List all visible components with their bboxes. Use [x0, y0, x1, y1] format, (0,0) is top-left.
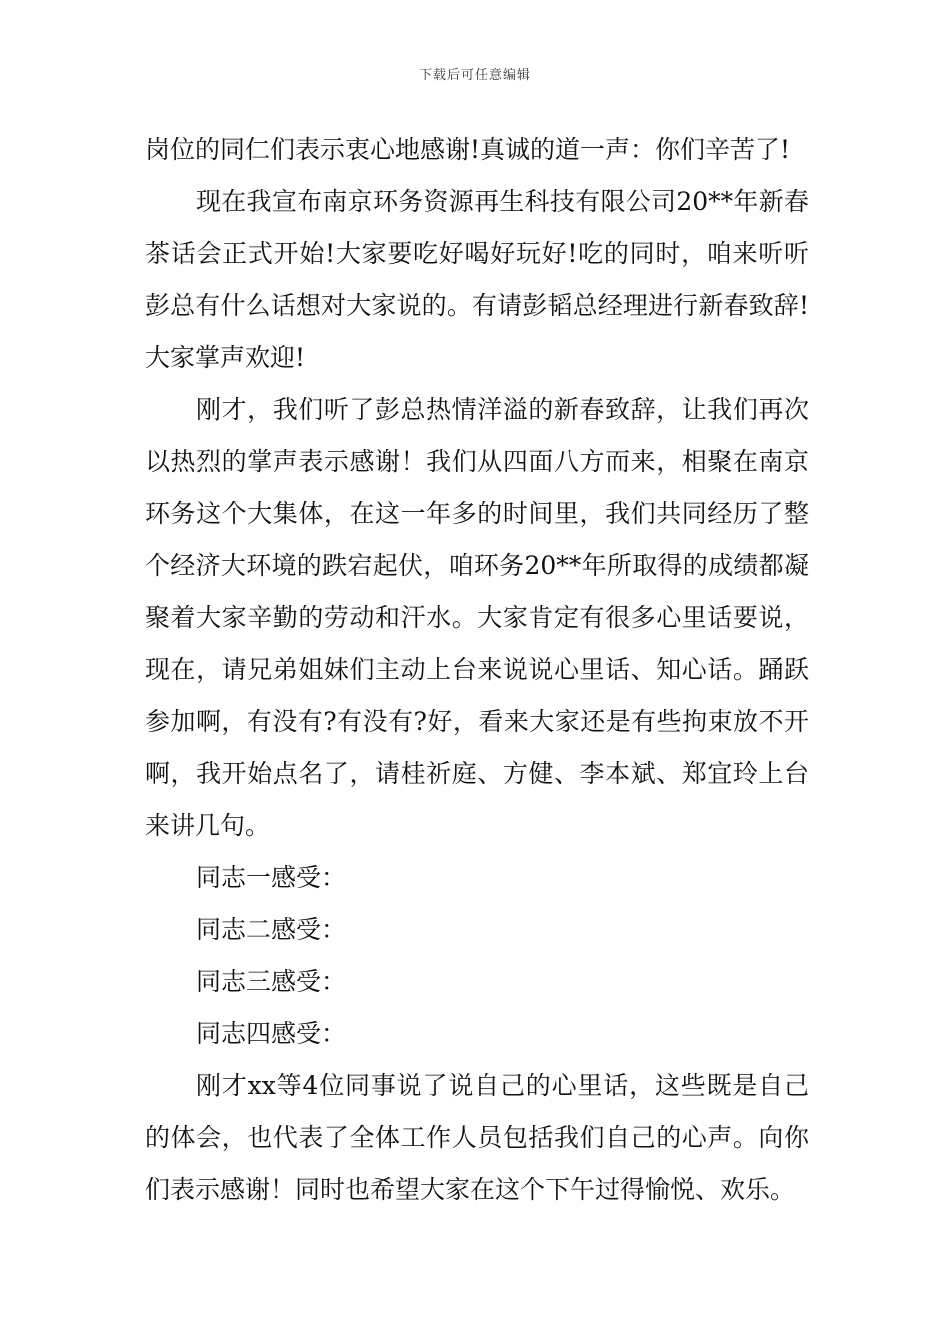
- document-body: [145, 124, 809, 1216]
- paragraph-comrade-two: 同志二感受：: [196, 915, 347, 944]
- paragraph-closing-thanks: 刚才xx等4位同事说了说自己的心里话，这些既是自己的体会，也代表了全体工作人员包括我们自己的心声。向你们表示感谢！同时也希望大家在这个下午过得愉悦、欢乐。: [145, 1071, 809, 1204]
- paragraph-comrade-three: 同志三感受：: [196, 967, 347, 996]
- paragraph-comrade-one: 同志一感受：: [196, 863, 347, 892]
- page-header: 下载后可任意编辑: [418, 68, 531, 83]
- paragraph-continuation: 岗位的同仁们表示衷心地感谢!真诚的道一声：你们辛苦了!: [145, 135, 791, 164]
- paragraph-comrade-four: 同志四感受：: [196, 1019, 347, 1048]
- paragraph-opening-announcement: 现在我宣布南京环务资源再生科技有限公司20**年新春茶话会正式开始!大家要吃好喝好玩好!吃的同时，咱来听听彭总有什么话想对大家说的。有请彭韬总经理进行新春致辞!大家掌声欢迎!: [145, 187, 809, 372]
- paragraph-invitation-to-speak: 刚才，我们听了彭总热情洋溢的新春致辞，让我们再次以热烈的掌声表示感谢！我们从四面八方而来，相聚在南京环务这个大集体，在这一年多的时间里，我们共同经历了整个经济大环境的跌宕起伏，咱环务20**年所取得的成绩都凝聚着大家辛勤的劳动和汗水。大家肯定有很多心里话要说，现在，请兄弟姐妹们主动上台来说说心里话、知心话。踊跃参加啊，有没有?有没有?好，看来大家还是有些拘束放不开啊，我开始点名了，请桂祈庭、方健、李本斌、郑宜玲上台来讲几句。: [145, 395, 809, 840]
